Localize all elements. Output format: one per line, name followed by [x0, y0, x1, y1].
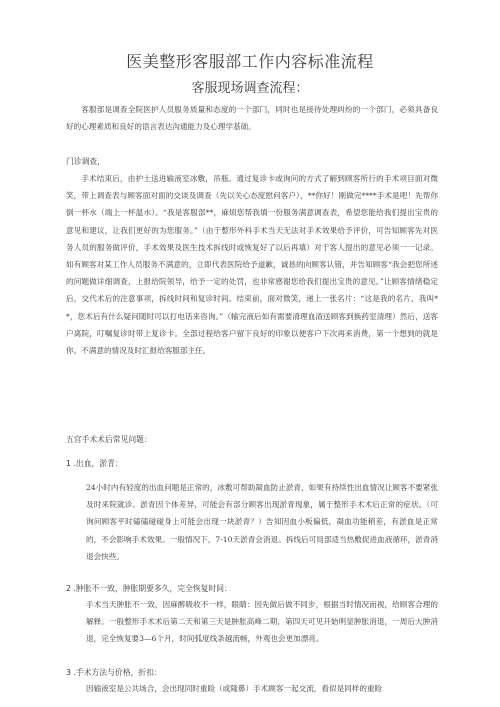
outpatient-survey-paragraph: 手术结束后，由护士送进输液室冰敷，吊瓶。通过复诊卡或询问的方式了解到顾客所行的手术项目面对微笑，带上调查表与顾客面对面的交谈及调查（先以关心态度慰问客户），**你好！刚做完****手术是吧！先帮你倒一杯水（端上一杯温水）。“我是客服部**，麻烦您帮我填一份服务满意调查表，希望您能给我们提出宝贵的意见和建议，让我们更好的为您服务。”（由于整形外科手术当天无法对手术效果给予评价，可告知顾客先对医务人员的服务做评价，手术效果及医生技术拆线时或恢复好了以后再填）对于客人提出的意见必须一一记录。如有顾客对某工作人员服务不满意的，立即代表医院给予道歉，诚恳的向顾客认错，并告知顾客“我会把您所述的问题做详细调查，上报给院领导，给予一定的处罚，也非常感谢您给我们提出宝贵的意见。”让顾客情绪稳定后，交代术后的注意事项，拆线时间和复诊时间。结束前，面对微笑，递上一张名片：“这是我的名片，我叫**，您术后有什么疑问随时可以打电话来咨询。”（输完液后如有需要清理血渣送顾客到换药室清理）然后，送客户离院，叮嘱复诊时带上复诊卡。全部过程给客户留下良好的印象以便客户下次再来消费，第一个想到的就是你。不满意的情况及时汇报给客服部主任。: [66, 174, 438, 356]
question-2-answer: 手术当天肿胀不一致，因麻醉吸收不一样，眼睛：因先做后做不同步，根据当时情况而视，给顾客合理的解释。一般整形手术术后第二天和第三天是肿胀高峰二期，第四天可见开始明显肿胀消退，一周后大肿消退，完全恢复要3—6个月，时间弧度线条越流畅，外观也会更加漂亮。: [86, 600, 438, 644]
question-1-heading: 1 .出血，淤青：: [66, 459, 123, 468]
question-1-answer: 24小时内有轻度的出血问题是正常的，冰敷可帮助凝血防止淤青，如果有持续性出血情况让顾客不要紧张及时来院就诊。淤青因个体差异，可能会有部分顾客出现淤青现象，属于整形手术术后正常的症状。（可询问顾客平时磕磕碰碰身上可能会出现一块淤青？）告知因血小板偏低，凝血功能稍差，有淤血是正常的，不会影响手术效果。一般情况下，7-10天淤青会消退。拆线后可局部适当热敷促进血液循环，淤青消退会快些。: [86, 483, 438, 561]
section-heading-postop-issues: 五官手术术后常见问题：: [66, 435, 152, 444]
question-2-heading: 2 .肿胀不一致，肿胀期要多久，完全恢复时间：: [66, 584, 232, 593]
document-title: 医美整形客服部工作内容标准流程: [126, 52, 374, 71]
question-3-heading: 3 .手术方法与价格，折扣：: [66, 668, 162, 677]
question-3-answer: 因输液室是公共场合，会出现同时重睑（或隆鼻）手术顾客一起交流，看似是同样的重睑: [86, 684, 383, 693]
document-subtitle: 客服现场调查流程：: [191, 81, 309, 96]
intro-paragraph: 客服部是调查全院医护人员服务质量和态度的一个部门，同时也是接待处理纠纷的一个部门，必须具备良好的心理素质和良好的语言表达沟通能力及心理学基础。: [66, 105, 438, 132]
section-heading-outpatient-survey: 门诊调查，: [66, 157, 105, 166]
